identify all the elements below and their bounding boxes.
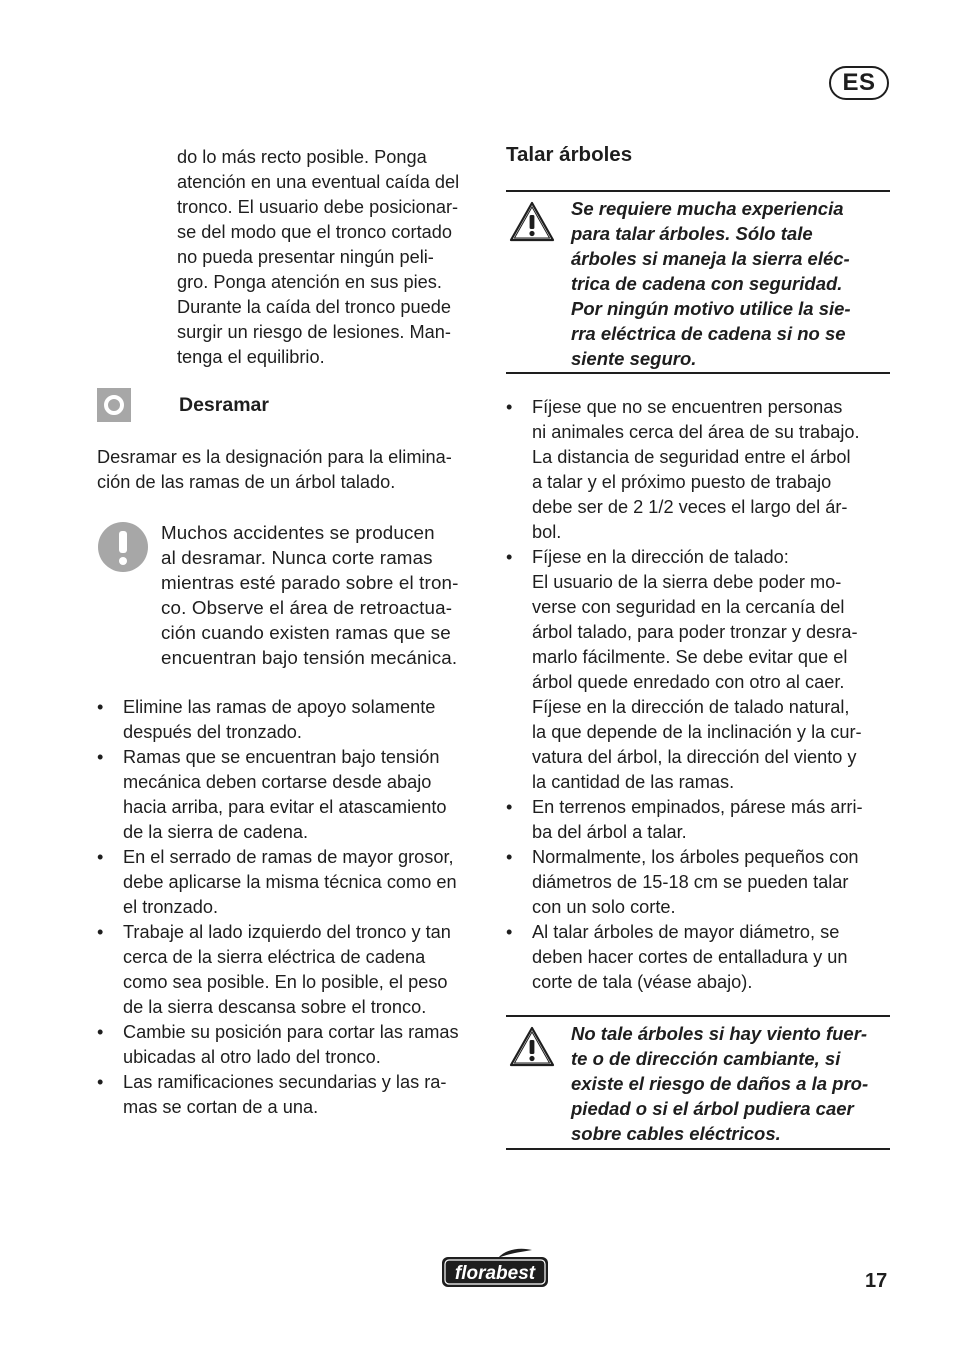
text-line: • Normalmente, los árboles pequeños con <box>532 847 859 867</box>
text-line: siente seguro. <box>571 348 697 369</box>
language-badge: ES <box>829 66 889 100</box>
text-line: do lo más recto posible. Ponga <box>177 147 427 167</box>
warning-triangle-icon <box>508 200 556 244</box>
text-line: • Cambie su posición para cortar las ramas <box>123 1022 459 1042</box>
desramar-intro <box>97 445 487 495</box>
text-line: ción de las ramas de un árbol talado. <box>97 472 396 492</box>
florabest-leaf-icon <box>498 1249 532 1258</box>
text-line: Por ningún motivo utilice la sie- <box>571 298 851 319</box>
list-item <box>506 545 892 795</box>
text-line: debe aplicarse la misma técnica como en <box>123 872 457 892</box>
text-line: corte de tala (véase abajo). <box>532 972 753 992</box>
text-line: hacia arriba, para evitar el atascamiento <box>123 797 447 817</box>
desramar-note <box>161 520 491 670</box>
text-line: con un solo corte. <box>532 897 676 917</box>
text-line: La distancia de seguridad entre el árbol <box>532 447 851 467</box>
text-line: árboles si maneja la sierra eléc- <box>571 248 850 269</box>
text-line: existe el riesgo de daños a la pro- <box>571 1073 869 1094</box>
text-line: como sea posible. En lo posible, el peso <box>123 972 448 992</box>
text-line: de la sierra descansa sobre el tronco. <box>123 997 427 1017</box>
text-line: • En terrenos empinados, párese más arri- <box>532 797 863 817</box>
talar-bullet-list <box>506 395 892 995</box>
text-line: ni animales cerca del área de su trabajo. <box>532 422 860 442</box>
text-line: • Fíjese en la dirección de talado: <box>532 547 789 567</box>
text-line: Durante la caída del tronco puede <box>177 297 452 317</box>
list-item <box>506 395 892 545</box>
text-line: • Trabaje al lado izquierdo del tronco y tan <box>123 922 451 942</box>
text-line: piedad o si el árbol pudiera caer <box>571 1098 854 1119</box>
text-line: sobre cables eléctricos. <box>571 1123 781 1144</box>
text-line: de la sierra de cadena. <box>123 822 309 842</box>
text-line: vatura del árbol, la dirección del viento y <box>532 747 857 767</box>
section-heading-talar: Talar árboles <box>506 143 633 166</box>
list-item <box>97 695 487 745</box>
text-line: rra eléctrica de cadena si no se <box>571 323 846 344</box>
list-item <box>97 845 487 920</box>
section-heading-desramar: Desramar <box>179 394 269 416</box>
warning-text <box>571 1021 889 1146</box>
text-line: la cantidad de las ramas. <box>532 772 735 792</box>
florabest-logo <box>440 1247 552 1296</box>
page-number: 17 <box>865 1270 888 1292</box>
desramar-bullet-list <box>97 695 487 1120</box>
text-line: Se requiere mucha experiencia <box>571 198 844 219</box>
text-line: • Las ramificaciones secundarias y las ra- <box>123 1072 447 1092</box>
text-line: • Elimine las ramas de apoyo solamente <box>123 697 436 717</box>
text-line: atención en una eventual caída del <box>177 172 460 192</box>
text-line: Fíjese en la dirección de talado natural, <box>532 697 850 717</box>
text-line: para talar árboles. Sólo tale <box>571 223 813 244</box>
text-line: • Fíjese que no se encuentren personas <box>532 397 843 417</box>
text-line: ción cuando existen ramas que se <box>161 622 451 643</box>
text-line: se del modo que el tronco cortado <box>177 222 453 242</box>
text-line: • En el serrado de ramas de mayor grosor, <box>123 847 454 867</box>
text-line: trica de cadena con seguridad. <box>571 273 843 294</box>
text-line: la que depende de la inclinación y la cur- <box>532 722 862 742</box>
warning-box-experience <box>506 190 890 374</box>
text-line: debe ser de 2 1/2 veces el largo del ár- <box>532 497 848 517</box>
list-item <box>97 745 487 845</box>
text-line: El usuario de la sierra debe poder mo- <box>532 572 842 592</box>
logo-text: florabest <box>454 1263 536 1284</box>
continuation-paragraph <box>177 145 487 370</box>
text-line: mecánica deben cortarse desde abajo <box>123 772 432 792</box>
warning-box-wind <box>506 1015 890 1150</box>
list-item <box>97 920 487 1020</box>
text-line: árbol talado, para poder tronzar y desra- <box>532 622 858 642</box>
warning-text <box>571 196 889 371</box>
text-line: verse con seguridad en la cercanía del <box>532 597 845 617</box>
list-item <box>506 920 892 995</box>
text-line: tronco. El usuario debe posicionar- <box>177 197 459 217</box>
text-line: al desramar. Nunca corte ramas <box>161 547 433 568</box>
text-line: cerca de la sierra eléctrica de cadena <box>123 947 426 967</box>
text-line: después del tronzado. <box>123 722 302 742</box>
list-item <box>506 845 892 920</box>
exclamation-icon <box>98 522 148 572</box>
circle-section-icon <box>97 388 131 422</box>
warning-triangle-icon <box>508 1025 556 1069</box>
text-line: árbol quede enredado con otro al caer. <box>532 672 845 692</box>
text-line: Muchos accidentes se producen <box>161 522 435 543</box>
text-line: • Al talar árboles de mayor diámetro, se <box>532 922 840 942</box>
text-line: no pueda presentar ningún peli- <box>177 247 434 267</box>
text-line: mas se cortan de a una. <box>123 1097 319 1117</box>
list-item <box>97 1020 487 1070</box>
text-line: diámetros de 15-18 cm se pueden talar <box>532 872 849 892</box>
text-line: ba del árbol a talar. <box>532 822 687 842</box>
text-line: surgir un riesgo de lesiones. Man- <box>177 322 451 342</box>
text-line: deben hacer cortes de entalladura y un <box>532 947 848 967</box>
text-line: te o de dirección cambiante, si <box>571 1048 841 1069</box>
list-item <box>97 1070 487 1120</box>
text-line: co. Observe el área de retroactua- <box>161 597 453 618</box>
text-line: gro. Ponga atención en sus pies. <box>177 272 442 292</box>
text-line: tenga el equilibrio. <box>177 347 325 367</box>
text-line: • Ramas que se encuentran bajo tensión <box>123 747 440 767</box>
text-line: encuentran bajo tensión mecánica. <box>161 647 458 668</box>
text-line: Desramar es la designación para la elimina- <box>97 447 452 467</box>
text-line: a talar y el próximo puesto de trabajo <box>532 472 832 492</box>
text-line: bol. <box>532 522 562 542</box>
list-item <box>506 795 892 845</box>
text-line: el tronzado. <box>123 897 219 917</box>
text-line: mientras esté parado sobre el tron- <box>161 572 459 593</box>
text-line: No tale árboles si hay viento fuer- <box>571 1023 868 1044</box>
text-line: ubicadas al otro lado del tronco. <box>123 1047 381 1067</box>
text-line: marlo fácilmente. Se debe evitar que el <box>532 647 848 667</box>
